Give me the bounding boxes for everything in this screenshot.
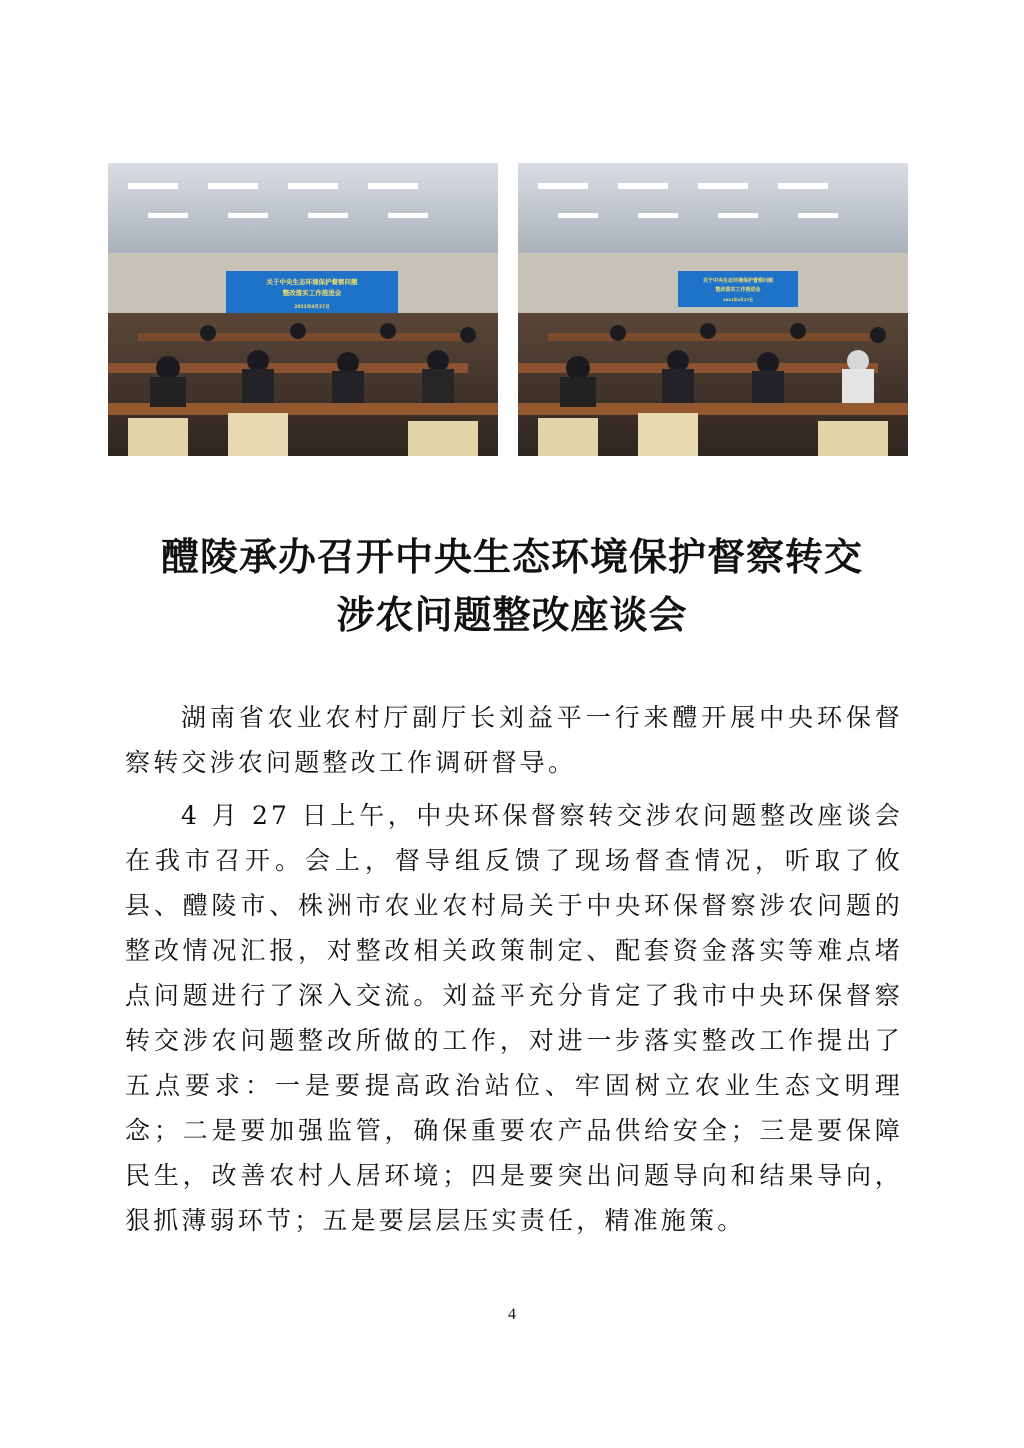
- screen-date: 2021年4月27日: [294, 305, 330, 310]
- screen-title-line1: 关于中央生态环境保护督察问题: [266, 278, 358, 286]
- title-line-1: 醴陵承办召开中央生态环境保护督察转交: [160, 534, 863, 579]
- paragraph-1: 湖南省农业农村厅副厅长刘益平一行来醴开展中央环保督察转交涉农问题整改工作调研督导。: [125, 703, 903, 777]
- screen-title-line2: 整改落实工作推进会: [715, 287, 761, 293]
- page-number: 4: [508, 1306, 516, 1323]
- meeting-photo-right: [518, 163, 908, 456]
- paragraph-2: 4 月 27 日上午，中央环保督察转交涉农问题整改座谈会在我市召开。会上，督导组反馈了现场督查情况，听取了攸县、醴陵市、株洲市农业农村局关于中央环保督察涉农问题的整改情况汇报，对整改相关政策制定、配套资金落实等难点堵点问题进行了深入交流。刘益平充分肯定了我市中央环保督察转交涉农问题整改所做的工作，对进一步落实整改工作提出了五点要求：一是要提高政治站位、牢固树立农业生态文明理念；二是要加强监管，确保重要农产品供给安全；三是要保障民生，改善农村人居环境；四是要突出问题导向和结果导向，狠抓薄弱环节；五是要层层压实责任，精准施策。: [125, 801, 903, 1235]
- meeting-photo-left: [108, 163, 498, 456]
- screen-title-line1: 关于中央生态环境保护督察问题: [702, 278, 774, 284]
- article-body: [125, 695, 903, 1251]
- meeting-room-illustration: [518, 163, 908, 456]
- article-title: [0, 528, 1024, 644]
- meeting-room-illustration: [108, 163, 498, 456]
- screen-title-line2: 整改落实工作推进会: [282, 289, 342, 297]
- screen-date: 2021年4月27日: [723, 297, 753, 302]
- title-line-2: 涉农问题整改座谈会: [336, 592, 688, 637]
